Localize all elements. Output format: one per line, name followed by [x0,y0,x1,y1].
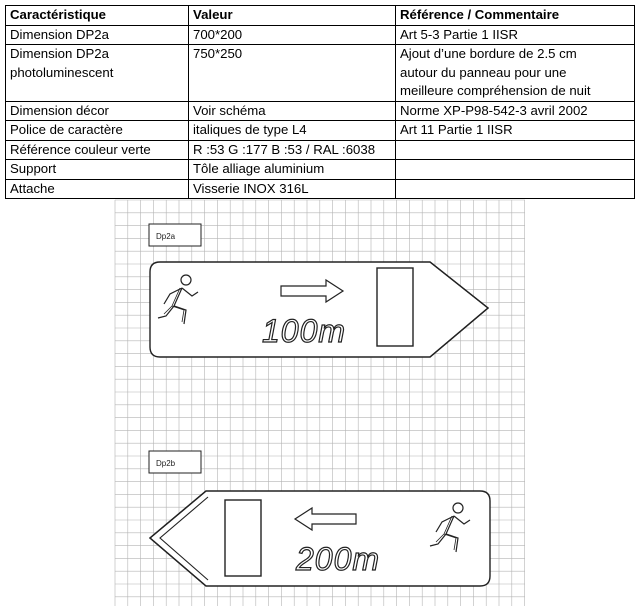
dp2a-label: Dp2a [156,232,176,241]
cell-reference-line: Art 11 Partie 1 IISR [400,122,513,137]
cell-characteristic-line: Dimension DP2a [10,26,109,42]
cell-reference-line: Ajout d’une bordure de 2.5 cm [400,46,577,61]
cell-value-line: italiques de type L4 [193,122,307,137]
cell-reference-line: meilleure compréhension de nuit [400,83,591,98]
header-value: Valeur [189,6,396,26]
cell-characteristic-line: photoluminescent [10,64,114,80]
cell-value-line: Visserie INOX 316L [193,180,309,196]
cell-characteristic-line: Référence couleur verte [10,141,151,157]
cell-value-line: Tôle alliage aluminium [193,161,325,176]
dp2b-label: Dp2b [156,459,176,468]
cell-value-line: 750*250 [193,46,243,61]
cell-reference-line: autour du panneau pour une [400,64,567,80]
cell-reference-line: Art 5-3 Partie 1 IISR [400,26,518,42]
cell-reference-line: Norme XP-P98-542-3 avril 2002 [400,102,588,118]
cell-characteristic-line: Dimension décor [10,102,109,118]
cell-characteristic-line: Support [10,161,57,176]
cell-characteristic-line: Attache [10,180,55,196]
cell-characteristic-line: Police de caractère [10,122,123,137]
cell-characteristic-line: Dimension DP2a [10,46,109,61]
dp2a-distance: 100m [262,313,347,349]
cell-value-line: 700*200 [193,26,243,42]
header-characteristic: Caractéristique [6,6,189,26]
cell-value-line: Voir schéma [193,102,266,118]
dp2b-distance: 200m [296,541,381,577]
header-reference: Référence / Commentaire [396,6,635,26]
cell-value-line: R :53 G :177 B :53 / RAL :6038 [193,141,376,157]
